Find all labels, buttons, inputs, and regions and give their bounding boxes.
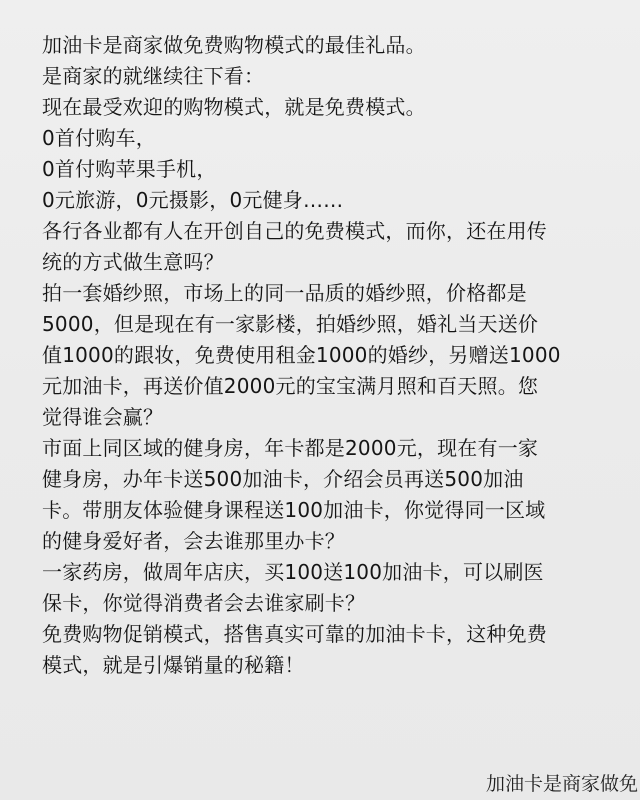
text-line-20: 免费购物促销模式，搭售真实可靠的加油卡卡，这种免费: [42, 622, 547, 646]
text-line-17: 的健身爱好者，会去谁那里办卡？: [42, 529, 345, 553]
text-line-11: 值1000的跟妆，免费使用租金1000的婚纱，另赠送1000: [42, 343, 561, 367]
text-line-12: 元加油卡，再送价值2000元的宝宝满月照和百天照。您: [42, 374, 539, 398]
text-line-15: 健身房，办年卡送500加油卡，介绍会员再送500加油: [42, 467, 524, 491]
text-line-16: 卡。带朋友体验健身课程送100加油卡，你觉得同一区域: [42, 498, 546, 522]
text-line-7: 各行各业都有人在开创自己的免费模式，而你，还在用传: [42, 219, 547, 243]
document-text: [42, 30, 617, 681]
text-line-5: 0首付购苹果手机，: [42, 157, 217, 181]
text-line-19: 保卡，你觉得消费者会去谁家刷卡？: [42, 591, 366, 615]
text-line-18: 一家药房，做周年店庆，买100送100加油卡，可以刷医: [42, 560, 544, 584]
text-line-10: 5000，但是现在有一家影楼，拍婚纱照，婚礼当天送价: [42, 312, 539, 336]
text-line-8: 统的方式做生意吗？: [42, 250, 224, 274]
text-line-9: 拍一套婚纱照，市场上的同一品质的婚纱照，价格都是: [42, 281, 527, 305]
text-line-2: 是商家的就继续往下看：: [42, 64, 265, 88]
text-line-14: 市面上同区域的健身房，年卡都是2000元，现在有一家: [42, 436, 539, 460]
text-line-3: 现在最受欢迎的购物模式，就是免费模式。: [42, 95, 426, 119]
text-line-6: 0元旅游，0元摄影，0元健身……: [42, 188, 344, 212]
text-line-21: 模式，就是引爆销量的秘籍！: [42, 653, 305, 677]
text-line-1: 加油卡是商家做免费购物模式的最佳礼品。: [42, 33, 426, 57]
caption-watermark: 加油卡是商家做免: [485, 773, 638, 795]
text-line-13: 觉得谁会赢？: [42, 405, 164, 429]
text-line-4: 0首付购车，: [42, 126, 156, 150]
